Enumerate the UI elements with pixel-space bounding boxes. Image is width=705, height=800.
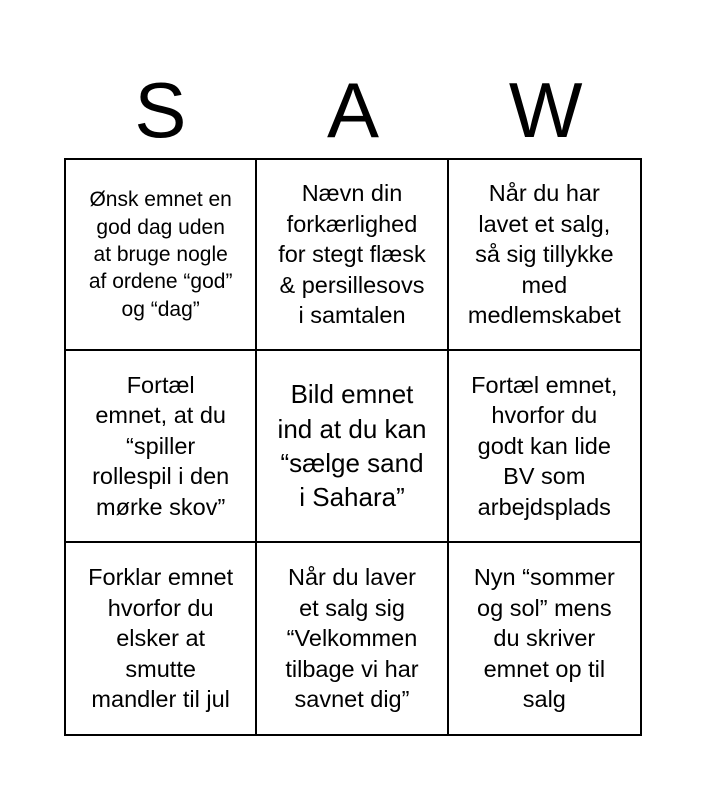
header-letter-w: W [508,66,583,154]
bingo-cell-text: Fortæl emnet, at du “spiller rollespil i den mørke skov” [92,371,230,520]
bingo-cell-r1c3[interactable] [449,160,640,351]
bingo-cell-r1c2[interactable] [257,160,448,351]
bingo-cell-r2c3[interactable] [449,351,640,542]
bingo-cell-text: Bild emnet ind at du kan “sælge sand i Sahara” [277,379,427,513]
bingo-cell-text: Fortæl emnet, hvorfor du godt kan lide BV som arbejdsplads [471,371,618,520]
bingo-cell-r3c1[interactable] [66,543,257,734]
bingo-cell-text: Nyn “sommer og sol” mens du skriver emnet op til salg [473,563,615,713]
bingo-cell-text: Forklar emnet hvorfor du elsker at smutte mandler til jul [88,563,234,713]
bingo-cell-text: Når du laver et salg sig “Velkommen tilbage vi har savnet dig” [285,563,419,713]
bingo-cell-r1c1[interactable] [66,160,257,351]
bingo-cell-r2c1[interactable] [66,351,257,542]
bingo-cell-text: Når du har lavet et salg, så sig tillykke med medlemskabet [467,180,621,329]
bingo-cell-text: Ønsk emnet en god dag uden at bruge nogle af ordene “god” og “dag” [88,188,233,321]
bingo-cell-r3c2[interactable] [257,543,448,734]
header-letter-a: A [326,66,379,154]
bingo-header [64,62,642,158]
bingo-grid [64,158,642,736]
bingo-cell-r3c3[interactable] [449,543,640,734]
bingo-cell-text: Nævn din forkærlighed for stegt flæsk & persillesovs i samtalen [278,180,426,329]
header-letter-s: S [134,66,187,154]
bingo-cell-r2c2[interactable] [257,351,448,542]
